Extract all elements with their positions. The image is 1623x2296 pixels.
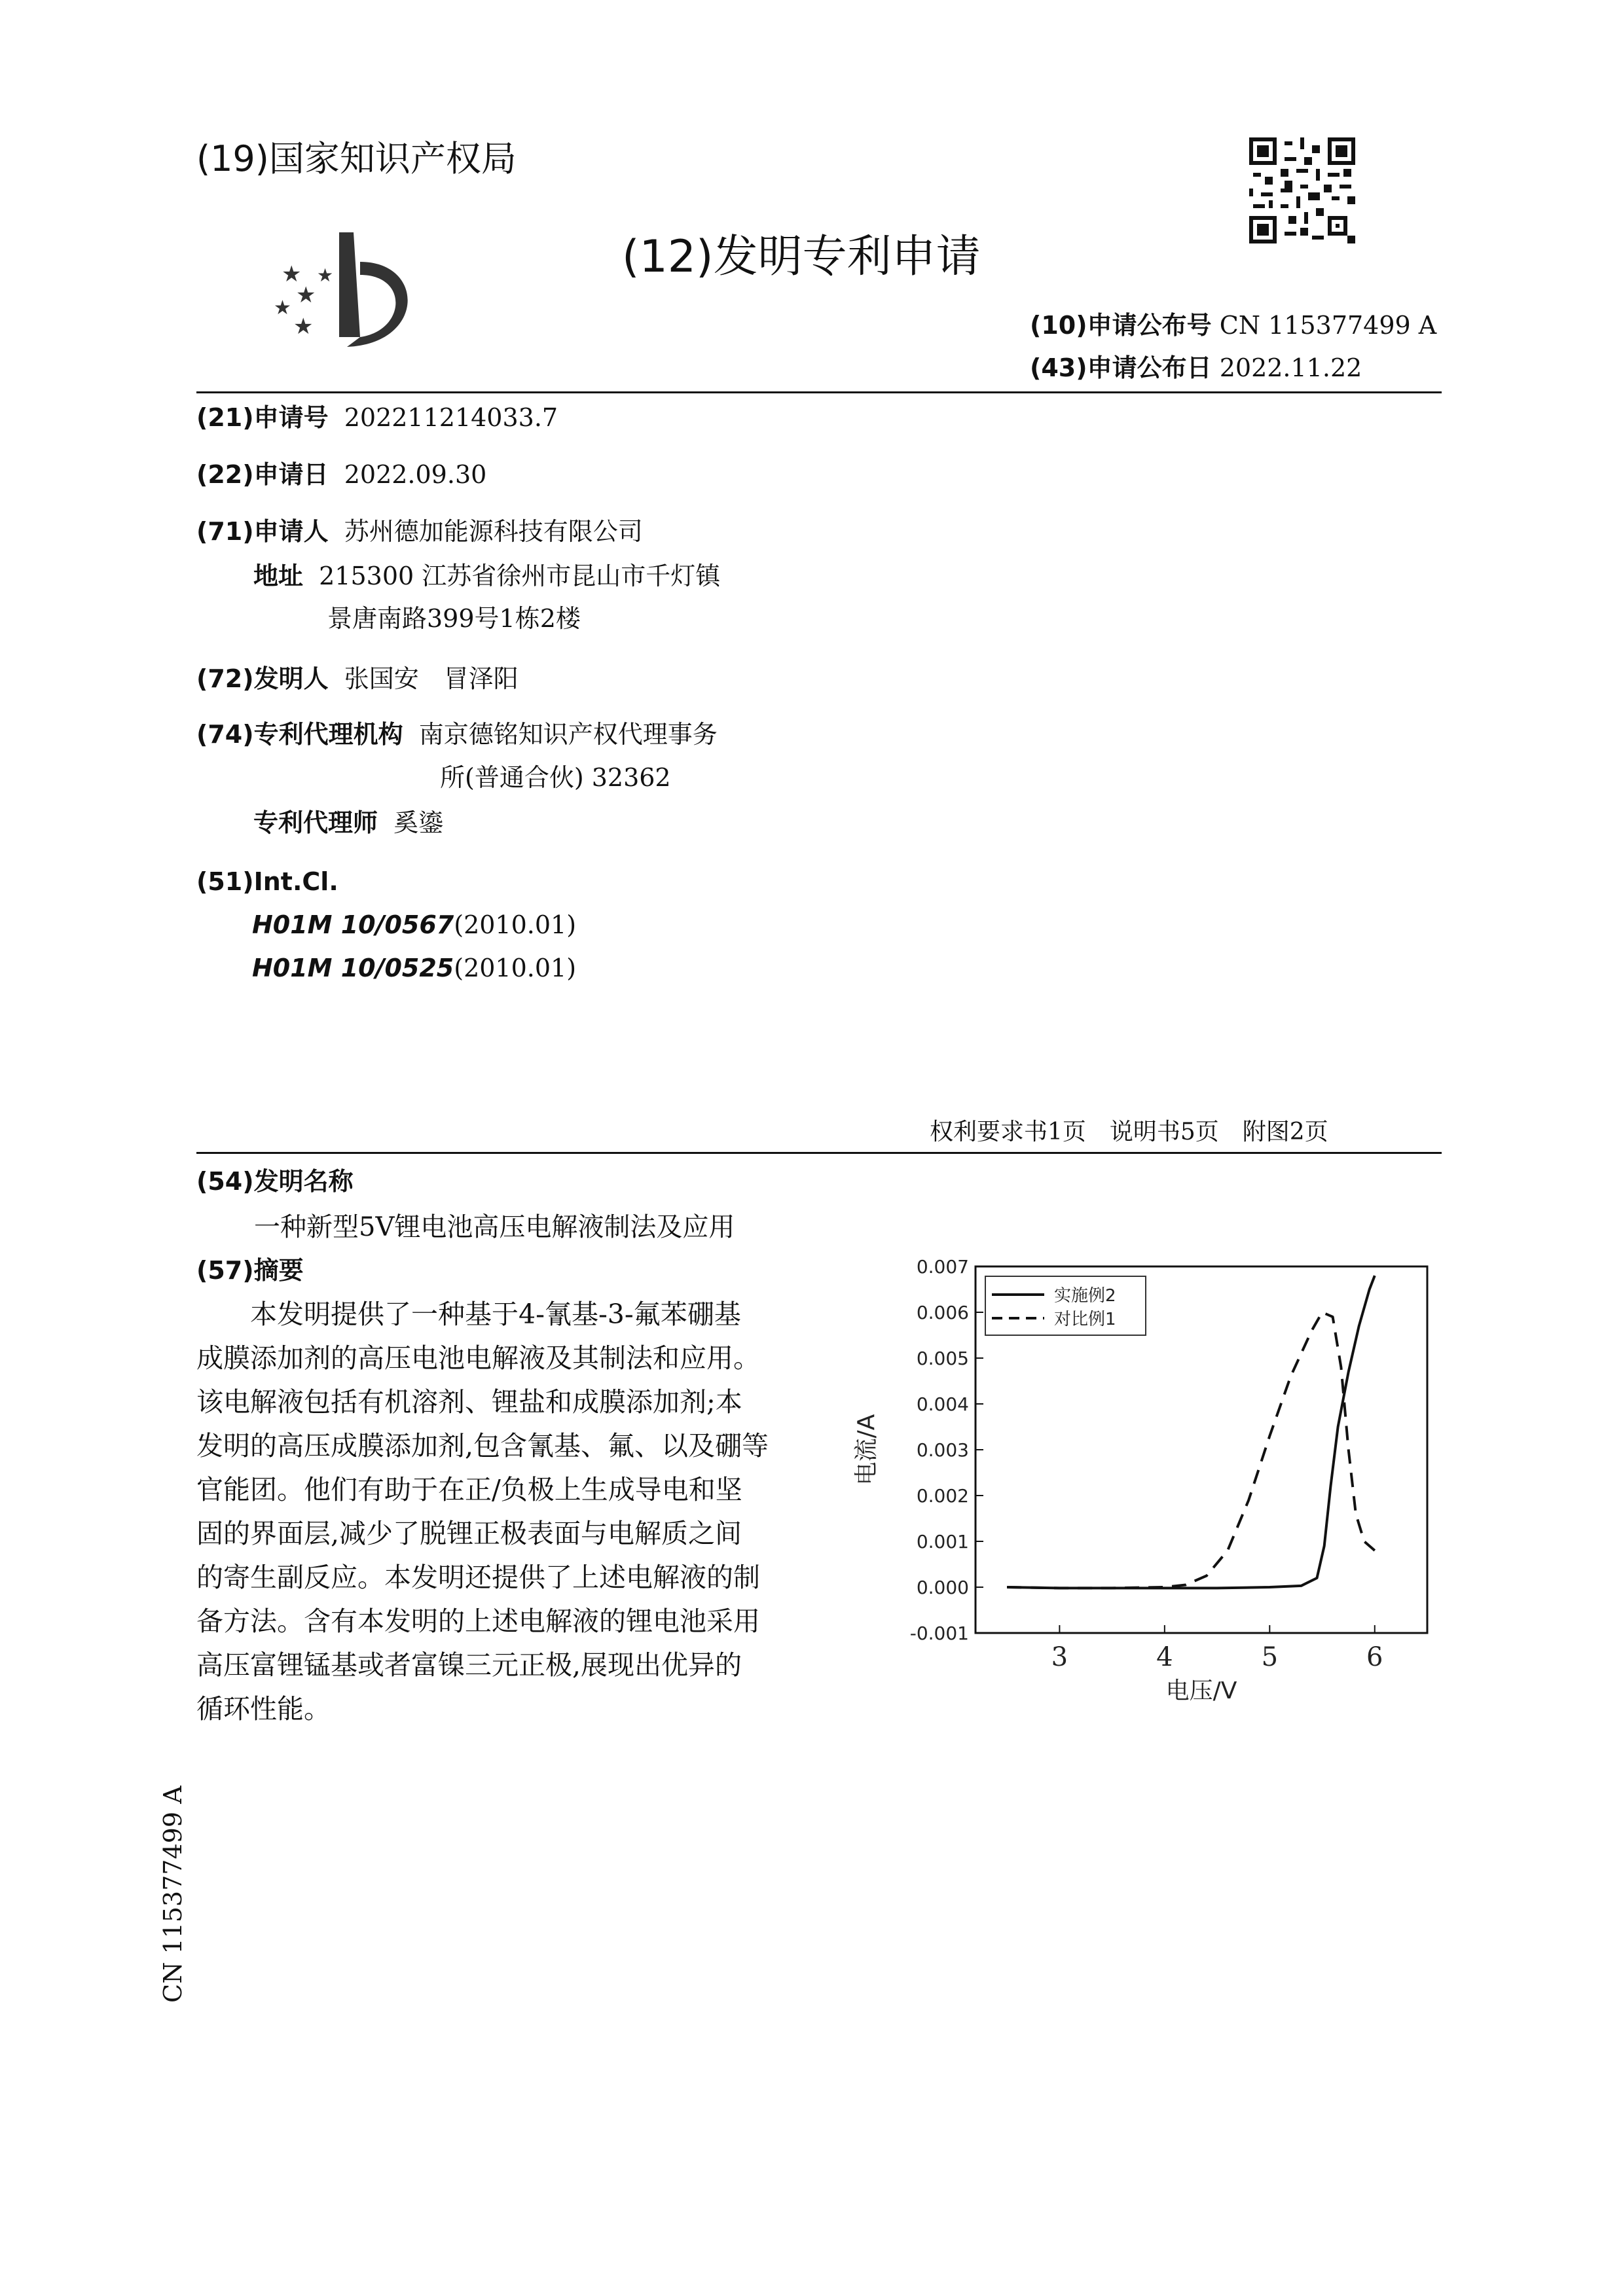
- x-tick-label: 6: [1366, 1642, 1383, 1672]
- header-divider: [196, 391, 1442, 393]
- abstract-line: 固的界面层,减少了脱锂正极表面与电解质之间: [196, 1518, 742, 1549]
- abstract-line: 成膜添加剂的高压电池电解液及其制法和应用。: [196, 1342, 760, 1374]
- abstract-figure-chart: [845, 1253, 1453, 1725]
- y-tick-label: 0.005: [916, 1348, 969, 1369]
- abstract-line: 的寄生副反应。本发明还提供了上述电解液的制: [196, 1562, 760, 1593]
- pages-info: 权利要求书1页 说明书5页 附图2页: [930, 1119, 1328, 1145]
- abstract-line: 循环性能。: [196, 1693, 331, 1725]
- title-label: (54)发明名称: [196, 1167, 354, 1196]
- y-tick-label: 0.006: [916, 1302, 969, 1323]
- abstract-line: 备方法。含有本发明的上述电解液的锂电池采用: [196, 1605, 760, 1637]
- ipc-label: (51)Int.Cl.: [196, 867, 338, 896]
- svg-text:★: ★: [296, 282, 316, 308]
- agent-label: 专利代理师: [253, 808, 378, 837]
- office-name: (19)国家知识产权局: [196, 138, 517, 179]
- section-divider: [196, 1152, 1442, 1154]
- publication-date-row: [1030, 351, 1362, 384]
- ipc-entry: [252, 908, 576, 941]
- invention-title: 一种新型5V锂电池高压电解液制法及应用: [254, 1212, 735, 1242]
- y-tick-label: 0.002: [916, 1485, 969, 1507]
- abstract-line: 本发明提供了一种基于4-氰基-3-氟苯硼基: [250, 1299, 741, 1330]
- abstract-line: 官能团。他们有助于在正/负极上生成导电和坚: [196, 1474, 742, 1505]
- applicant-row: [196, 515, 643, 548]
- filing-date-label: (22)申请日: [196, 460, 329, 489]
- qr-code: [1249, 137, 1355, 243]
- ipc-version: (2010.01): [454, 910, 577, 939]
- document-type: (12)发明专利申请: [622, 231, 981, 283]
- svg-text:★: ★: [282, 261, 302, 287]
- ipc-version: (2010.01): [454, 954, 577, 982]
- y-tick-label: 0.000: [916, 1577, 969, 1598]
- y-axis-label: 电流/A: [853, 1414, 880, 1486]
- publication-number-label: (10)申请公布号: [1030, 311, 1212, 340]
- y-tick-label: -0.001: [909, 1623, 969, 1644]
- y-tick-label: 0.004: [916, 1393, 969, 1415]
- x-tick-label: 5: [1261, 1642, 1279, 1672]
- address-row: [253, 560, 720, 592]
- abstract-label: (57)摘要: [196, 1256, 304, 1285]
- publication-date: 2022.11.22: [1219, 353, 1362, 382]
- abstract-line: 高压富锂锰基或者富镍三元正极,展现出优异的: [196, 1649, 742, 1681]
- agency-row: [196, 718, 718, 751]
- filing-date-row: [196, 458, 486, 491]
- ipc-entry: [252, 952, 576, 984]
- address-line-1: 215300 江苏省徐州市昆山市千灯镇: [319, 562, 721, 590]
- applicant: 苏州德加能源科技有限公司: [344, 517, 643, 546]
- agent-row: [253, 806, 443, 839]
- y-tick-label: 0.001: [916, 1531, 969, 1552]
- address-label: 地址: [253, 562, 304, 590]
- abstract-line: 发明的高压成膜添加剂,包含氰基、氟、以及硼等: [196, 1430, 769, 1462]
- y-tick-label: 0.003: [916, 1439, 969, 1461]
- x-tick-label: 3: [1051, 1642, 1068, 1672]
- legend-label: 实施例2: [1054, 1286, 1116, 1306]
- ipc-code: H01M 10/0525: [252, 954, 454, 982]
- abstract-line: 该电解液包括有机溶剂、锂盐和成膜添加剂;本: [196, 1386, 742, 1418]
- applicant-label: (71)申请人: [196, 517, 329, 546]
- filing-date: 2022.09.30: [344, 460, 487, 489]
- y-tick-label: 0.007: [916, 1256, 969, 1278]
- abstract-text: [196, 1293, 792, 1731]
- x-tick-label: 4: [1156, 1642, 1173, 1672]
- publication-date-label: (43)申请公布日: [1030, 353, 1212, 382]
- application-number-row: [196, 401, 558, 434]
- svg-text:★: ★: [274, 296, 291, 319]
- x-axis-label: 电压/V: [1165, 1677, 1237, 1704]
- inventors-row: [196, 662, 519, 695]
- publication-number: CN 115377499 A: [1219, 311, 1437, 340]
- agency-line-1: 南京德铭知识产权代理事务: [418, 720, 718, 749]
- address-line-2: 景唐南路399号1栋2楼: [327, 604, 581, 633]
- svg-text:★: ★: [317, 264, 334, 286]
- cnipa-logo: [262, 223, 432, 353]
- side-publication-number: CN 115377499 A: [158, 1785, 187, 2003]
- agency-line-2: 所(普通合伙) 32362: [440, 763, 671, 792]
- inventors: 张国安 冒泽阳: [344, 664, 519, 693]
- application-number: 202211214033.7: [344, 403, 558, 432]
- agency-label: (74)专利代理机构: [196, 720, 403, 749]
- ipc-code: H01M 10/0567: [252, 910, 454, 939]
- series-line-2: [1007, 1312, 1375, 1588]
- legend-label: 对比例1: [1054, 1310, 1116, 1329]
- inventors-label: (72)发明人: [196, 664, 329, 693]
- agent: 奚鎏: [393, 808, 444, 837]
- application-number-label: (21)申请号: [196, 403, 329, 432]
- publication-number-row: [1030, 309, 1436, 342]
- svg-text:★: ★: [293, 314, 314, 340]
